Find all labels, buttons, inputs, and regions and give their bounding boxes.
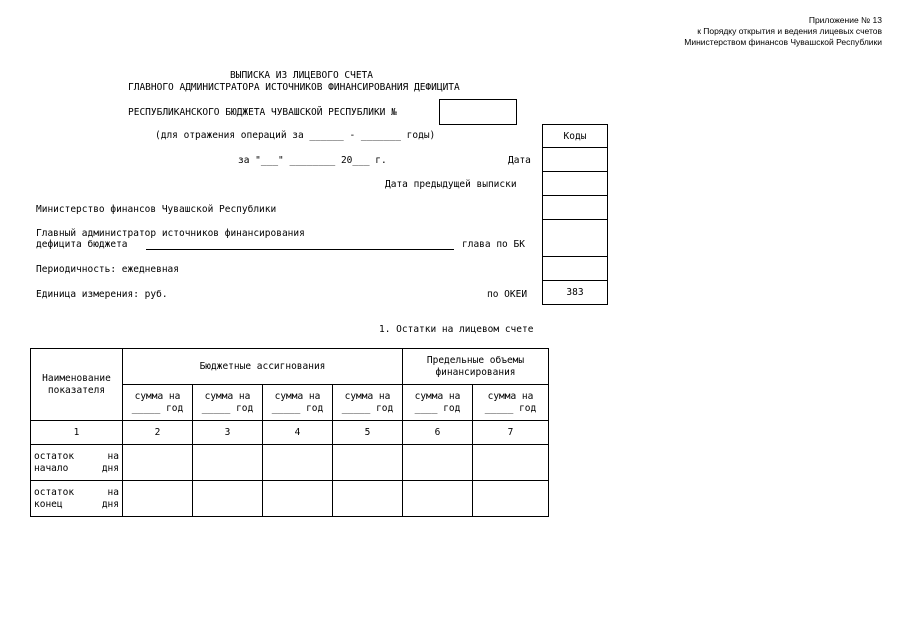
table-row: [31, 445, 549, 481]
col-number: 4: [263, 421, 333, 445]
balance-table: [30, 348, 549, 517]
period-line: (для отражения операций за ______ - _______ годы): [155, 130, 436, 141]
col-number: 3: [193, 421, 263, 445]
codes-column: [542, 124, 608, 305]
codes-header: Коды: [542, 124, 608, 148]
value-cell[interactable]: [123, 481, 193, 517]
row-label-start-balance: остаток на начало дня: [31, 445, 123, 481]
col-number: 5: [333, 421, 403, 445]
subheader-col-4: сумма на _____ год: [263, 385, 333, 421]
title-line-2: ГЛАВНОГО АДМИНИСТРАТОРА ИСТОЧНИКОВ ФИНАНСИРОВАНИЯ ДЕФИЦИТА: [128, 82, 460, 93]
title-line-3: РЕСПУБЛИКАНСКОГО БЮДЖЕТА ЧУВАШСКОЙ РЕСПУБЛИКИ №: [128, 107, 397, 118]
account-number-field[interactable]: [439, 99, 517, 125]
ministry-label: Министерство финансов Чувашской Республики: [36, 204, 277, 215]
header-indicator: Наименование показателя: [31, 349, 123, 421]
col-number: 7: [473, 421, 549, 445]
value-cell[interactable]: [263, 445, 333, 481]
subheader-col-3: сумма на _____ год: [193, 385, 263, 421]
code-okei-cell: 383: [542, 281, 608, 305]
value-cell[interactable]: [193, 445, 263, 481]
header-budget-allocations: Бюджетные ассигнования: [123, 349, 403, 385]
code-chapter-cell[interactable]: [542, 220, 608, 257]
appendix-line-2: к Порядку открытия и ведения лицевых счетов: [697, 26, 882, 36]
value-cell[interactable]: [193, 481, 263, 517]
okei-label: по ОКЕИ: [487, 289, 528, 300]
col-number: 6: [403, 421, 473, 445]
value-cell[interactable]: [263, 481, 333, 517]
subheader-col-2: сумма на _____ год: [123, 385, 193, 421]
section-title: 1. Остатки на лицевом счете: [379, 324, 534, 335]
col-number: 1: [31, 421, 123, 445]
code-ministry-cell[interactable]: [542, 196, 608, 220]
header-financing-limits: Предельные объемы финансирования: [403, 349, 549, 385]
prev-date-label: Дата предыдущей выписки: [385, 179, 517, 190]
value-cell[interactable]: [333, 481, 403, 517]
periodicity-label: Периодичность: ежедневная: [36, 264, 179, 275]
value-cell[interactable]: [403, 481, 473, 517]
subheader-col-5: сумма на _____ год: [333, 385, 403, 421]
admin-label-line-2: дефицита бюджета: [36, 239, 128, 250]
col-number: 2: [123, 421, 193, 445]
admin-label-line-1: Главный администратор источников финансирования: [36, 228, 305, 239]
chapter-label: глава по БК: [462, 239, 525, 250]
value-cell[interactable]: [123, 445, 193, 481]
date-label: Дата: [508, 155, 531, 166]
unit-label: Единица измерения: руб.: [36, 289, 168, 300]
appendix-note: [684, 15, 882, 48]
value-cell[interactable]: [403, 445, 473, 481]
value-cell[interactable]: [473, 481, 549, 517]
code-prev-date-cell[interactable]: [542, 172, 608, 196]
value-cell[interactable]: [333, 445, 403, 481]
value-cell[interactable]: [473, 445, 549, 481]
subheader-col-7: сумма на _____ год: [473, 385, 549, 421]
subheader-col-6: сумма на ____ год: [403, 385, 473, 421]
appendix-line-3: Министерством финансов Чувашской Республики: [684, 37, 882, 47]
table-row: [31, 481, 549, 517]
title-line-1: ВЫПИСКА ИЗ ЛИЦЕВОГО СЧЕТА: [230, 70, 373, 81]
code-date-cell[interactable]: [542, 148, 608, 172]
admin-name-underline[interactable]: [146, 249, 454, 250]
code-periodicity-cell[interactable]: [542, 257, 608, 281]
column-number-row: [31, 421, 549, 445]
row-label-end-balance: остаток на конец дня: [31, 481, 123, 517]
date-line: за "___" ________ 20___ г.: [238, 155, 387, 166]
appendix-line-1: Приложение № 13: [808, 15, 882, 25]
